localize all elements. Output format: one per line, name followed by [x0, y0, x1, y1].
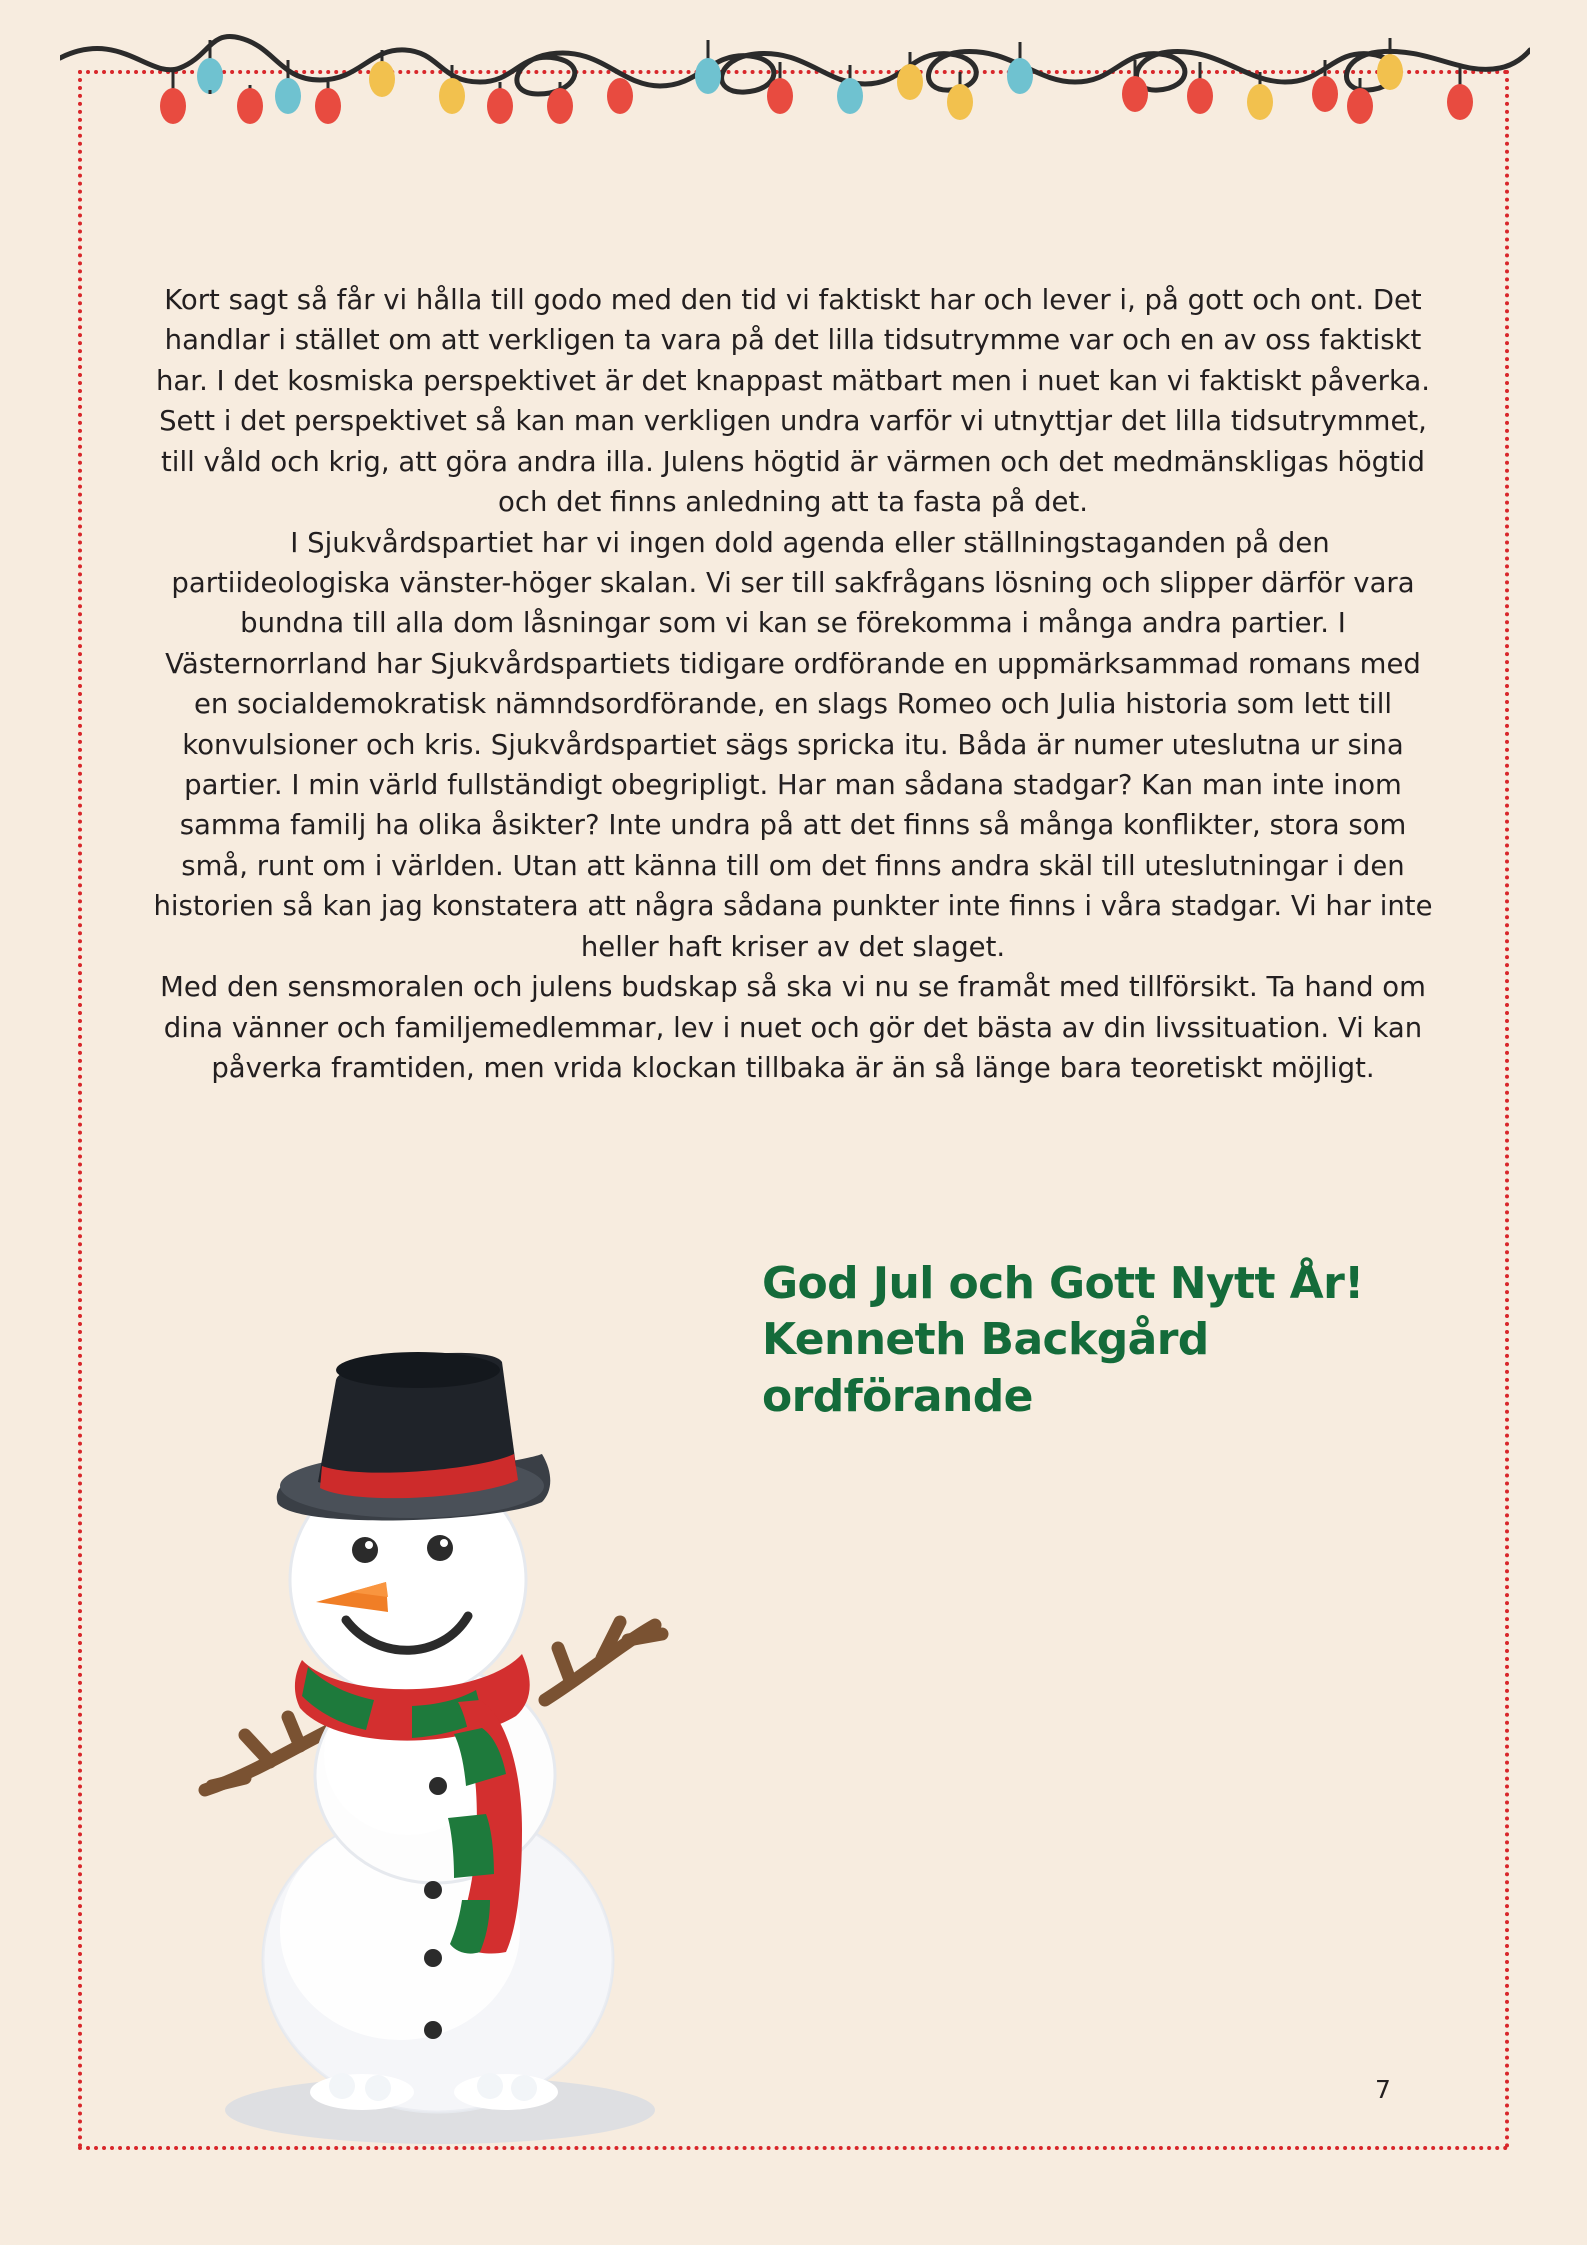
snowman-illustration	[150, 1230, 760, 2160]
signature-greeting: God Jul och Gott Nytt År!	[762, 1258, 1364, 1309]
page-number: 7	[1375, 2075, 1391, 2104]
signature-role: ordförande	[762, 1370, 1033, 1422]
paragraph-3: Med den sensmoralen och julens budskap så ska vi nu se framåt med tillförsikt. Ta hand om dina vänner och familjemedlemmar, lev i nuet och gör det bästa av din livssituation. Vi kan påverka framtiden, men vrida klockan tillbaka är än så länge bara teoretiskt möjligt.	[160, 971, 1426, 1085]
article-body	[148, 280, 1438, 1088]
paragraph-2: I Sjukvårdspartiet har vi ingen dold agenda eller ställningstaganden på den partiideologiska vänster-höger skalan. Vi ser till sakfrågans lösning och slipper därför vara bundna till alla dom låsningar som vi kan se förekomma i många andra partier. I Västernorrland har Sjukvårdspartiets tidigare ordförande en uppmärksammad romans med en socialdemokratisk nämndsordförande, en slags Romeo och Julia historia som lett till konvulsioner och kris. Sjukvårdspartiet sägs spricka itu. Båda är numer uteslutna ur sina partier. I min värld fullständigt obegripligt. Har man sådana stadgar? Kan man inte inom samma familj ha olika åsikter? Inte undra på att det finns så många konflikter, stora som små, runt om i världen. Utan att känna till om det finns andra skäl till uteslutningar i den historien så kan jag konstatera att några sådana punkter inte finns i våra stadgar. Vi har inte heller haft kriser av det slaget.	[153, 526, 1433, 963]
paragraph-1: Kort sagt så får vi hålla till godo med den tid vi faktiskt har och lever i, på gott och ont. Det handlar i stället om att verkligen ta vara på det lilla tidsutrymme var och en av oss faktiskt har. I det kosmiska perspektivet är det knappast mätbart men i nuet kan vi faktiskt påverka. Sett i det perspektivet så kan man verkligen undra varför vi utnyttjar det lilla tidsutrymmet, till våld och krig, att göra andra illa. Julens högtid är värmen och det medmänskligas högtid och det finns anledning att ta fasta på det.	[156, 284, 1430, 519]
signature-name: Kenneth Backgård	[762, 1314, 1209, 1366]
signature-block	[762, 1256, 1422, 1425]
